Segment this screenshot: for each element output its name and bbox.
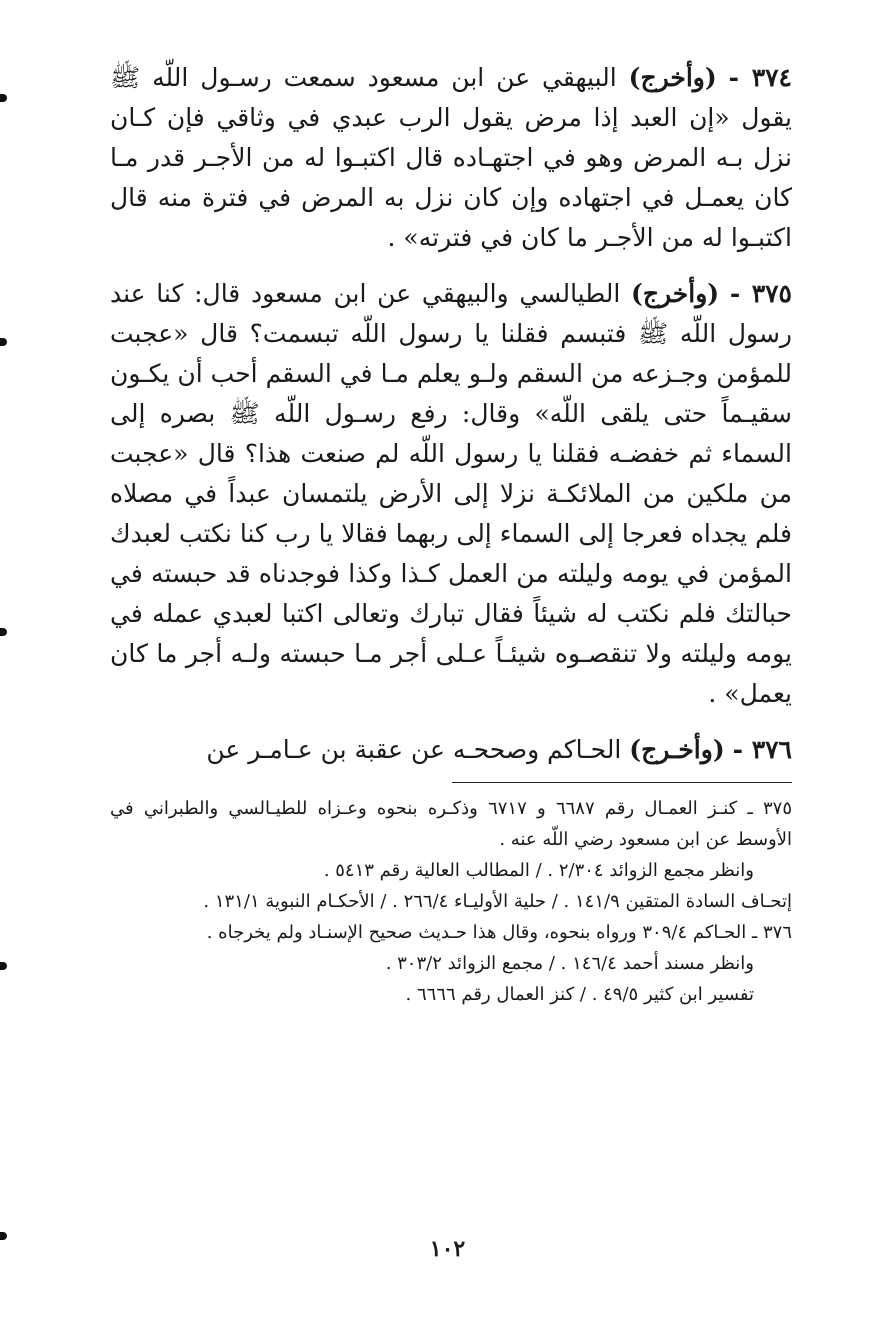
page-number: ١٠٢	[429, 1236, 466, 1262]
hadith-number: ٣٧٥ -	[729, 279, 792, 308]
footnote-line: إتحـاف السادة المتقين ١٤١/٩ . / حلية الأوليـاء ٢٦٦/٤ . / الأحكـام النبوية ١٣١/١ .	[203, 891, 792, 912]
document-page	[110, 58, 792, 1010]
footnotes	[110, 793, 792, 1010]
binding-mark	[0, 962, 7, 970]
binding-mark	[0, 338, 7, 346]
hadith-number: ٣٧٦ -	[732, 735, 792, 764]
footnote-376: ٣٧٦ ـ الحـاكم ٣٠٩/٤ ورواه بنحوه، وقال هذا حـديث صحيح الإسنـاد ولم يخرجاه .	[206, 922, 792, 943]
hadith-376	[110, 730, 792, 770]
footnote-line: تفسير ابن كثير ٤٩/٥ . / كنز العمال رقم ٦٦٦٦ .	[405, 984, 754, 1005]
hadith-text: الطيالسي والبيهقي عن ابن مسعود قال: كنا عند رسول اللّه ﷺ فتبسم فقلنا يا رسول اللّه تبسمت؟ قال «عجبت للمؤمن وجـزعه من السقم ولـو يعلم مـا في السقم أحب أن يكـون سقيـماً حتى يلقى اللّه» وقال: رفع رسـول اللّه ﷺ بصره إلى السماء ثم خفضـه فقلنا يا رسول اللّه لم صنعت هذا؟ قال «عجبت من ملكين من الملائكـة نزلا إلى الأرض يلتمسان عبداً في مصلاه فلم يجداه فعرجا إلى السماء إلى ربهما فقالا يا رب كنا نكتب لعبدك المؤمن في يومه وليلته من العمل كـذا وكذا فوجدناه قد حبسته في حبالتك فلم نكتب له شيئاً فقال تبارك وتعالى اكتبا لعبدي عمله في يومه وليلته ولا تنقصـوه شيئـاً عـلى أجر مـا حبسته ولـه أجر ما كان يعمل» .	[110, 279, 793, 708]
hadith-keyword: (وأخرج)	[628, 63, 717, 92]
hadith-text: البيهقي عن ابن مسعود سمعت رسـول اللّه ﷺ يقول «إن العبد إذا مرض يقول الرب عبدي في وثاقي فإن كـان نزل بـه المرض وهو في اجتهـاده قال اكتبـوا له من الأجـر قدر مـا كان يعمـل في اجتهاده وإن كان نزل به المرض في فترة منه قال اكتبـوا له من الأجـر ما كان في فترته» .	[110, 63, 792, 252]
hadith-text: الحـاكم وصححـه عن عقبة بن عـامـر عن	[206, 735, 630, 764]
hadith-375	[110, 274, 792, 714]
footnote-separator	[452, 782, 792, 783]
hadith-number: ٣٧٤ -	[728, 63, 792, 92]
binding-mark	[0, 94, 7, 102]
main-text	[110, 58, 792, 770]
hadith-374	[110, 58, 792, 258]
footnote-375: ٣٧٥ ـ كنـز العمـال رقم ٦٦٨٧ و ٦٧١٧ وذكـره بنحوه وعـزاه للطيـالسي والطبراني في الأوسط عن ابن مسعود رضي اللّه عنه .	[110, 798, 792, 850]
footnote-line: وانظر مجمع الزوائد ٢/٣٠٤ . / المطالب العالية رقم ٥٤١٣ .	[323, 860, 754, 881]
hadith-keyword: (وأخـرج)	[629, 735, 725, 764]
footnote-line: وانظر مسند أحمد ١٤٦/٤ . / مجمع الزوائد ٣٠٣/٢ .	[385, 953, 754, 974]
binding-mark	[0, 628, 7, 636]
hadith-keyword: (وأخرج)	[631, 279, 720, 308]
